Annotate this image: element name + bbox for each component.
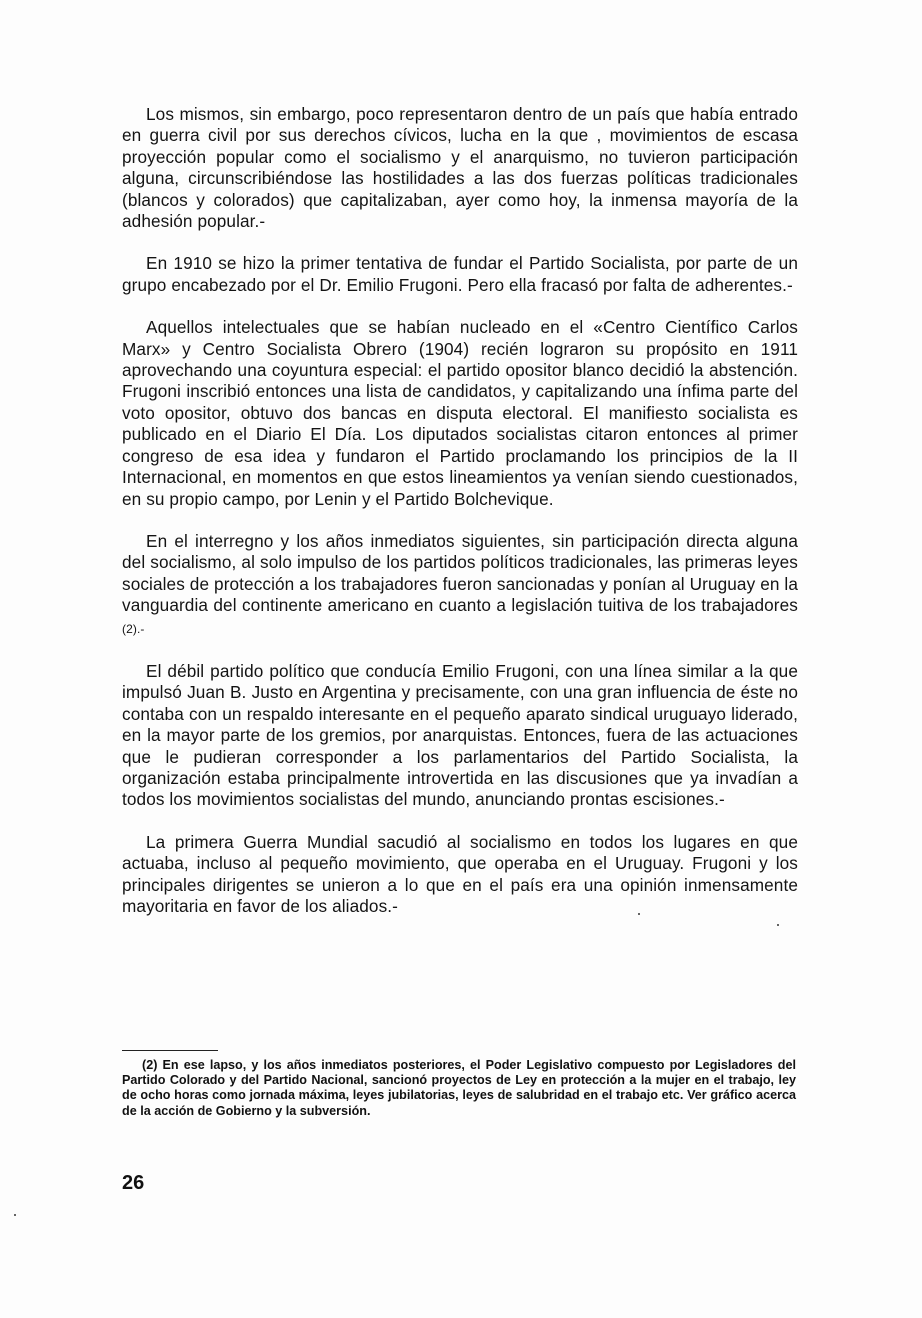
paragraph-5: El débil partido político que conducía Emilio Frugoni, con una línea similar a la que impulsó Juan B. Justo en Argentina y precisamente, con una gran influencia de éste no contaba con un respaldo interesante en el pequeño aparato sindical uruguayo liderado, en la mayor parte de los gremios, por anarquistas. Entonces, fuera de las actuaciones que le pudieran corresponder a los parlamentarios del Partido Socialista, la organización estaba principalmente introvertida en las discusiones que ya invadían a todos los movimientos socialistas del mundo, anunciando prontas escisiones.-: [122, 660, 798, 810]
paragraph-4: [122, 531, 798, 640]
footnote-reference: (2).-: [122, 621, 145, 636]
footnote-divider: [122, 1050, 218, 1051]
paragraph-6: La primera Guerra Mundial sacudió al socialismo en todos los lugares en que actuaba, incluso al pequeño movimiento, que operaba en el Uruguay. Frugoni y los principales dirigentes se unieron a lo que en el país era una opinión inmensamente mayoritaria en favor de los aliados.-: [122, 831, 798, 916]
footnote-body: [122, 1058, 796, 1119]
body-text: [122, 104, 798, 938]
footnote-marker: (2): [142, 1058, 158, 1072]
scan-speck: [14, 1214, 16, 1216]
footnote-text: En ese lapso, y los años inmediatos posteriores, el Poder Legislativo compuesto por Legisladores del Partido Colorado y del Partido Nacional, sancionó proyectos de Ley en protección a la mujer en el trabajo, ley de ocho horas como jornada máxima, leyes jubilatorias, leyes de salubridad en el trabajo etc. Ver gráfico acerca de la acción de Gobierno y la subversión.: [122, 1058, 796, 1118]
paragraph-3: Aquellos intelectuales que se habían nucleado en el «Centro Científico Carlos Marx» y Centro Socialista Obrero (1904) recién lograron su propósito en 1911 aprovechando una coyuntura especial: el partido opositor blanco decidió la abstención. Frugoni inscribió entonces una lista de candidatos, y capitalizando una ínfima parte del voto opositor, obtuvo dos bancas en disputa electoral. El manifiesto socialista es publicado en el Diario El Día. Los diputados socialistas citaron entonces al primer congreso de esa idea y fundaron el Partido proclamando los principios de la II Internacional, en momentos en que estos lineamientos ya venían siendo cuestionados, en su propio campo, por Lenin y el Partido Bolchevique.: [122, 317, 798, 509]
paragraph-2: En 1910 se hizo la primer tentativa de fundar el Partido Socialista, por parte de un grupo encabezado por el Dr. Emilio Frugoni. Pero ella fracasó por falta de adherentes.-: [122, 253, 798, 295]
scan-speck: [638, 913, 640, 915]
paragraph-4-text: En el interregno y los años inmediatos siguientes, sin participación directa alguna del socialismo, al solo impulso de los partidos políticos tradicionales, las primeras leyes sociales de protección a los trabajadores fueron sancionadas y ponían al Uruguay en la vanguardia del continente americano en cuanto a legislación tuitiva de los trabajadores: [122, 530, 798, 616]
footnote: [122, 1058, 796, 1119]
page-number: 26: [122, 1172, 145, 1194]
paragraph-1: Los mismos, sin embargo, poco representaron dentro de un país que había entrado en guerra civil por sus derechos cívicos, lucha en la que , movimientos de escasa proyección popular como el socialismo y el anarquismo, no tuvieron participación alguna, circunscribiéndose las hostilidades a las dos fuerzas políticas tradicionales (blancos y colorados) que capitalizaban, ayer como hoy, la inmensa mayoría de la adhesión popular.-: [122, 104, 798, 232]
scan-speck: [777, 924, 779, 926]
